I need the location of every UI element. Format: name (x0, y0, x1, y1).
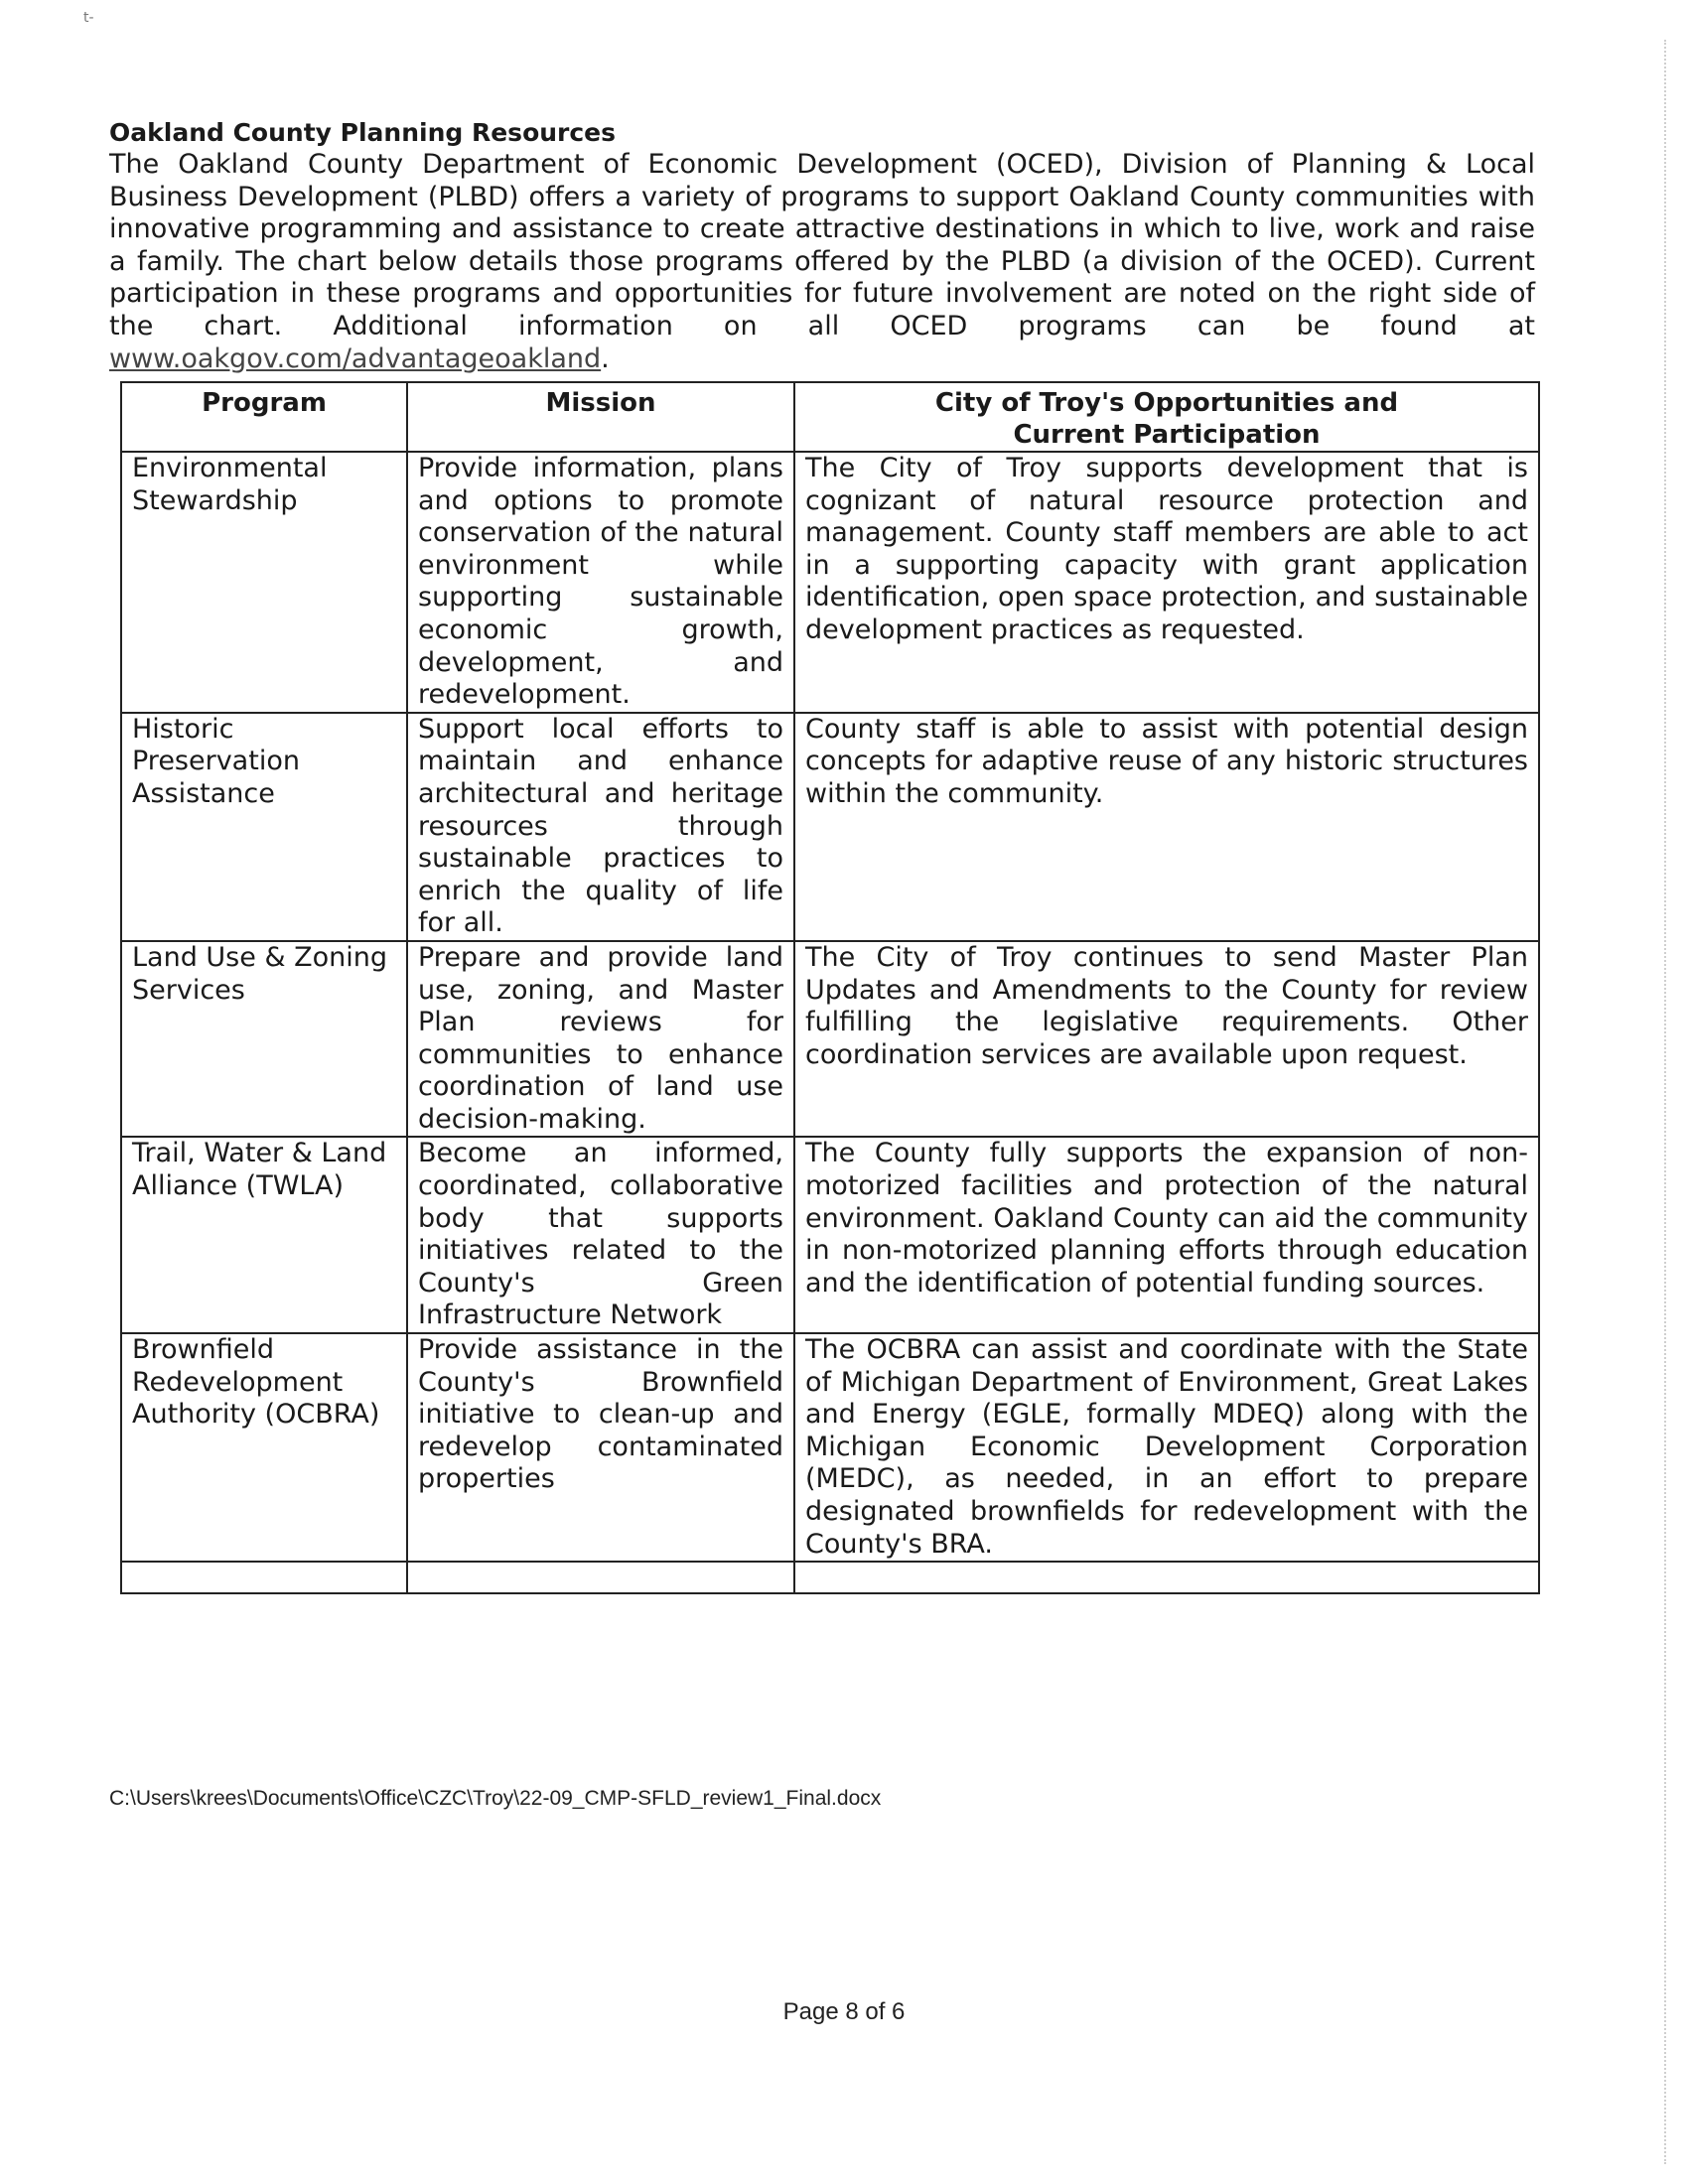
scan-mark: t- (83, 10, 94, 26)
table-row (121, 1333, 1539, 1562)
program-name-line: Services (132, 974, 245, 1006)
program-name-line: Redevelopment (132, 1366, 344, 1398)
program-name-line: Stewardship (132, 484, 298, 516)
header-opportunity-line2: Current Participation (1013, 420, 1321, 450)
opportunity-cell: The City of Troy continues to send Master Plan Updates and Amendments to the County for review fulfilling the legislative requirements. Other coordination services are available upon request. (794, 941, 1539, 1138)
table-row (121, 452, 1539, 713)
program-name-line: Historic Preservation (132, 713, 300, 777)
table-row (121, 941, 1539, 1138)
empty-cell (794, 1562, 1539, 1593)
program-name-line: Authority (OCBRA) (132, 1399, 380, 1431)
program-cell (121, 1137, 407, 1333)
programs-table (120, 381, 1540, 1594)
program-name-line: Brownfield (132, 1334, 275, 1366)
page-number: Page 8 of 6 (782, 1998, 906, 2025)
empty-cell (407, 1562, 794, 1593)
page-edge-dotted-line (1664, 40, 1666, 2164)
intro-paragraph (109, 149, 1535, 375)
opportunity-cell: The City of Troy supports development that is cognizant of natural resource protection and management. County staff members are able to act in a supporting capacity with grant application identification, open space protection, and sustainable development practices as requested. (794, 452, 1539, 713)
program-name-line: Environmental (132, 453, 328, 483)
program-cell (121, 941, 407, 1138)
mission-cell: Provide assistance in the County's Brownfield initiative to clean-up and redevelop contaminated properties (407, 1333, 794, 1562)
program-cell (121, 452, 407, 713)
mission-cell: Provide information, plans and options to promote conservation of the natural environment while supporting sustainable economic growth, development, and redevelopment. (407, 452, 794, 713)
intro-section (109, 117, 1535, 375)
empty-table-row (121, 1562, 1539, 1593)
mission-cell: Become an informed, coordinated, collaborative body that supports initiatives related to the County's Green Infrastructure Network (407, 1137, 794, 1333)
program-name-line: Alliance (TWLA) (132, 1170, 345, 1202)
section-title: Oakland County Planning Resources (109, 118, 617, 147)
file-path-footer: C:\Users\krees\Documents\Office\CZC\Troy\22-09_CMP-SFLD_review1_Final.docx (109, 1787, 882, 1810)
advantage-oakland-link[interactable]: www.oakgov.com/advantageoakland (109, 342, 602, 374)
opportunity-cell: The OCBRA can assist and coordinate with the State of Michigan Department of Environment, Great Lakes and Energy (EGLE, formally MDEQ) along with the Michigan Economic Development Corporation (MEDC), as needed, in an effort to prepare designated brownfields for redevelopment with the County's BRA. (794, 1333, 1539, 1562)
header-opportunity-line1: City of Troy's Opportunities and (934, 388, 1399, 418)
table-row (121, 1137, 1539, 1333)
table-header-row (121, 382, 1539, 452)
opportunity-cell: County staff is able to assist with potential design concepts for adaptive reuse of any historic structures within the community. (794, 713, 1539, 941)
program-cell (121, 713, 407, 941)
intro-body-text: The Oakland County Department of Economic Development (OCED), Division of Planning & Local Business Development (PLBD) offers a variety of programs to support Oakland County communities with innovative programming and assistance to create attractive destinations in which to live, work and raise a family. The chart below details those programs offered by the PLBD (a division of the OCED). Current participation in these programs and opportunities for future involvement are noted on the right side of the chart. Additional information on all OCED programs can be found at (109, 149, 1535, 341)
program-name-line: Assistance (132, 777, 275, 809)
opportunity-cell: The County fully supports the expansion of non-motorized facilities and protection of the natural environment. Oakland County can aid the community in non-motorized planning efforts through education and the identification of potential funding sources. (794, 1137, 1539, 1333)
empty-cell (121, 1562, 407, 1593)
program-name-line: Trail, Water & Land (132, 1138, 387, 1169)
program-cell (121, 1333, 407, 1562)
table-row (121, 713, 1539, 941)
mission-cell: Prepare and provide land use, zoning, and Master Plan reviews for communities to enhance coordination of land use decision-making. (407, 941, 794, 1138)
header-program: Program (121, 382, 407, 452)
intro-body-end: . (601, 342, 610, 374)
program-name-line: Land Use & Zoning (132, 941, 387, 973)
mission-cell: Support local efforts to maintain and enhance architectural and heritage resources through sustainable practices to enrich the quality of life for all. (407, 713, 794, 941)
header-mission: Mission (407, 382, 794, 452)
header-opportunity (794, 382, 1539, 452)
